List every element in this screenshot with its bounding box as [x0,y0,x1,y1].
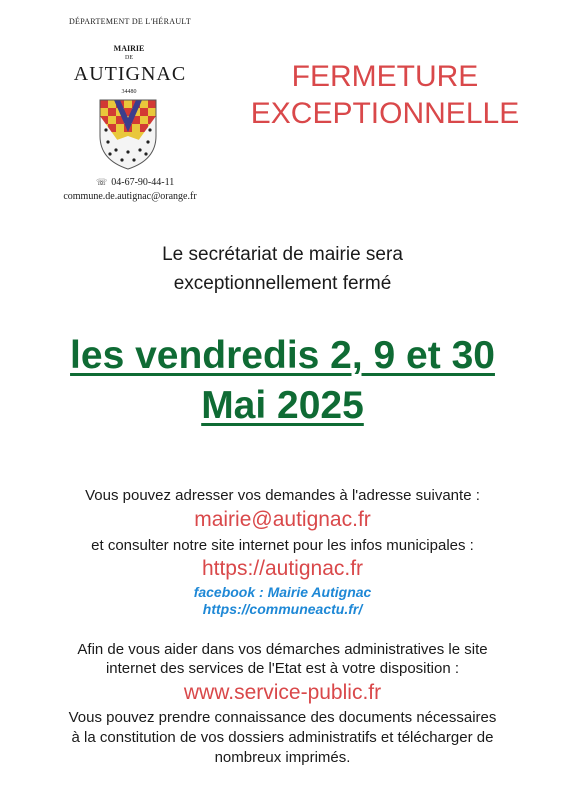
intro-line-2: exceptionnellement fermé [173,273,392,294]
postcode: 34480 [121,89,137,95]
communeactu-link[interactable]: https://communeactu.fr/ [202,601,363,617]
dates-line-2 [20,384,545,428]
website-link[interactable]: https://autignac.fr [201,557,364,580]
dates-text-1: les vendredis 2, 9 et 30 [70,334,495,377]
commune-name: AUTIGNAC [73,63,187,85]
services-text-5: nombreux imprimés. [214,749,351,766]
contact-text-2: et consulter notre site internet pour les infos municipales : [91,537,474,554]
mairie-label: MAIRIE [113,44,145,53]
coat-of-arms-icon [96,96,160,172]
telephone-icon: ☏ [96,177,108,187]
services-text-1: Afin de vous aider dans vos démarches administratives le site [77,641,488,658]
header-email: commune.de.autignac@orange.fr [63,191,197,202]
contact-email-link[interactable]: mairie@autignac.fr [194,508,371,531]
facebook-link[interactable]: facebook : Mairie Autignac [193,584,372,600]
phone-text: 04-67-90-44-11 [111,177,175,188]
services-text-3: Vous pouvez prendre connaissance des documents nécessaires [68,709,497,726]
dates-text-2: Mai 2025 [201,384,364,427]
contact-text-1: Vous pouvez adresser vos demandes à l'adresse suivante : [85,487,480,504]
services-text-4: à la constitution de vos dossiers administratifs et télécharger de [71,729,494,746]
phone-number [96,177,206,188]
de-label: DE [125,55,133,61]
service-public-link[interactable]: www.service-public.fr [183,681,382,704]
department-label: DÉPARTEMENT DE L'HÉRAULT [68,17,192,26]
intro-line-1: Le secrétariat de mairie sera [162,244,403,265]
title-line-2: EXCEPTIONNELLE [250,97,520,130]
dates-line-1 [20,334,545,378]
services-text-2: internet des services de l'Etat est à votre disposition : [105,660,460,677]
title-line-1: FERMETURE [291,60,479,93]
